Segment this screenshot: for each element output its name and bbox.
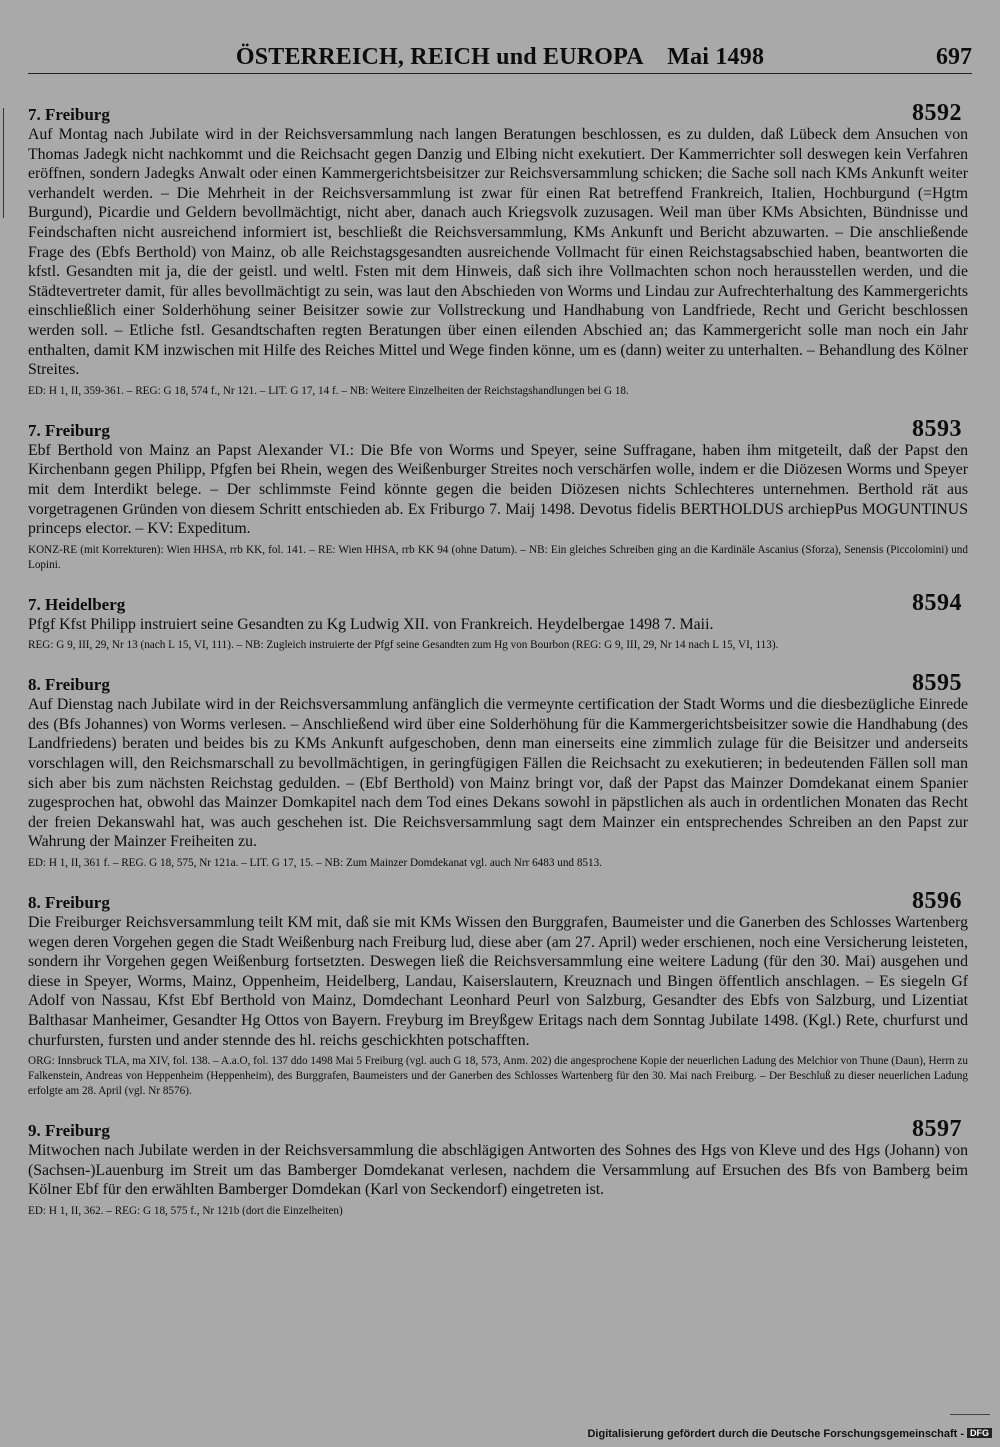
header-title: ÖSTERREICH, REICH und EUROPA Mai 1498 (235, 44, 765, 70)
entry-note: REG: G 9, III, 29, Nr 13 (nach L 15, VI, 111). – NB: Zugleich instruierte der Pfgf seine Gesandten zum Hg von Bourbon (REG: G 9, III, 29, Nr 14 nach L 15, VI, 113). (28, 639, 779, 652)
entry-location: 7. Heidelberg (28, 594, 126, 614)
funding-footer (587, 1428, 992, 1440)
entry-number: 8596 (912, 888, 962, 915)
margin-mark (3, 108, 5, 218)
entry-number: 8595 (912, 670, 962, 697)
entry-number: 8593 (912, 415, 962, 442)
entry-head (28, 671, 968, 695)
entry-8594 (28, 591, 968, 654)
entry-8596 (28, 889, 968, 1099)
entry-head (28, 889, 968, 913)
entry-number: 8592 (912, 100, 962, 126)
page-number: 697 (936, 44, 972, 70)
header-rule (28, 73, 972, 74)
entry-head (28, 101, 968, 125)
running-header (28, 44, 972, 76)
entry-head (28, 417, 968, 441)
entry-location: 8. Freiburg (28, 675, 110, 695)
entry-text: Pfgf Kfst Philipp instruiert seine Gesandten zu Kg Ludwig XII. von Frankreich. Heydelbergae 1498 7. Maii. (28, 615, 714, 633)
entry-head (28, 591, 968, 615)
entry-text: Auf Montag nach Jubilate wird in der Reichsversammlung nach langen Beratungen beschlossen, es zu dulden, daß Lübeck dem Ansuchen von Thomas Jadegk nicht nachkommt und die Reichsacht gegen Danzig und Elbing nicht exekutiert. Der Kammerrichter soll deswegen kein Verfahren eröffnen, sondern Jadegks Anwalt oder einen Kammergerichtsbeisitzer zur Reichsversammlung schicken; die Sache soll nach KMs Ankunft weiter verhandelt werden. – Die Mehrheit in der Reichsversammlung ist zwar für einen Rat betreffend Frankreich, Italien, Hochburgund (=Hgtm Burgund), Picardie und Geldern bevollmächtigt, nicht aber, danach auch Kriegsvolk zuzusagen. Weil man über KMs Absichten, Bündnisse und Feindschaften nicht ausreichend informiert ist, beschließt die Reichsversammlung, KMs Ankunft und Bericht abzuwarten. – Die anschließende Frage des (Ebfs Berthold) von Mainz, ob alle Reichstagsgesandten ausreichende Vollmacht für einen Reichstagsabschied haben, beantworten die kfstl. Gesandten mit ja, die der geistl. und weltl. Fsten mit dem Hinweis, daß sich ihre Vollmachten schon noch herausstellen werden, und die Städtevertreter damit, für alles bevollmächtigt zu sein, was laut den Abschieden von Worms und Lindau zur Aufrechterhaltung des Kammergerichts einschließlich einer Solderhöhung seiner Beisitzer sowie zur Vollstreckung und Handhabung von Landfriede, Recht und Gericht beschlossen werden soll. – Etliche fstl. Gesandtschaften regten Beratungen über einen eilenden Abschied an; das Kammergericht solle man noch ein Jahr enthalten, damit KM inzwischen mit Hilfe des Reiches Mittel und Wege finden könne, um es (dann) weiter zu unterhalten. – Behandlung des Kölner Streites. (28, 126, 968, 379)
entry-location: 8. Freiburg (28, 893, 110, 913)
entry-text: Ebf Berthold von Mainz an Papst Alexander VI.: Die Bfe von Worms und Speyer, seine Suffragane, haben ihm mitgeteilt, daß der Papst den Kirchenbann gegen Philipp, Pfgfen bei Rhein, wegen des Weißenburger Streites noch verschärfen wolle, indem er die Diözesen Worms und Speyer mit dem Interdikt belege. – Der schlimmste Feind könnte gegen die beiden Diözesen nichts Schlechteres unternehmen. Berthold rät aus vorgetragenen Gründen von diesem Schritt entschieden ab. Ex Friburgo 7. Maij 1498. Devotus fidelis BERTHOLDUS archiepPus MOGUNTINUS princeps elector. – KV: Expeditum. (28, 441, 968, 538)
entry-8593 (28, 417, 968, 573)
entry-text: Mitwochen nach Jubilate werden in der Reichsversammlung die abschlägigen Antworten des Sohnes des Hgs von Kleve und des Hgs (Johann) von (Sachsen-)Lauenburg im Streit um das Bamberger Domdekanat verlesen, nachdem die Versammlung auf Ersuchen des Bfs von Bamberg beim Kölner Ebf für den erwählten Bamberger Domdekan (Karl von Seckendorf) eingetreten ist. (28, 1142, 968, 1199)
entry-note: ED: H 1, II, 361 f. – REG. G 18, 575, Nr 121a. – LIT. G 17, 15. – NB: Zum Mainzer Domdekanat vgl. auch Nrr 6483 und 8513. (28, 857, 602, 870)
entry-8592 (28, 101, 968, 399)
footer-rule (950, 1414, 990, 1415)
entry-location: 9. Freiburg (28, 1121, 110, 1141)
footer-text: Digitalisierung gefördert durch die Deutsche Forschungsgemeinschaft - (587, 1428, 964, 1440)
entry-number: 8594 (912, 589, 962, 616)
entry-text: Die Freiburger Reichsversammlung teilt KM mit, daß sie mit KMs Wissen den Burggrafen, Baumeister und die Ganerben des Schlosses Wartenberg wegen deren Vorgehen gegen die Stadt Weißenburg nach Freiburg lud, diese aber (am 27. April) weder erschienen, noch eine Versicherung leisteten, sondern ihr Vorgehen gegen Weißenburg fortsetzten. Deswegen ließ die Reichsversammlung eine weitere Ladung (für den 30. Mai) ausgehen und diese in Speyer, Worms, Mainz, Oppenheim, Heidelberg, Landau, Kaiserslautern, Kreuznach und Bingen öffentlich anschlagen. – Es siegeln Gf Adolf von Nassau, Kfst Ebf Berthold von Mainz, Domdechant Leonhard Peurl von Salzburg, Gesandter des Ebfs von Salzburg, und Lizentiat Balthasar Manheimer, Gesandter Hg Ottos von Bayern. Freyburg im Breyßgew Eritags nach dem Sonntag Jubilate 1498. (Kgl.) Rete, churfurst und churfursten, fursten und ander stennde des hl. reichs geschickhten potschafften. (28, 914, 968, 1049)
dfg-logo: DFG (967, 1428, 992, 1438)
entry-8595 (28, 671, 968, 871)
entry-number: 8597 (912, 1116, 962, 1143)
entry-8597 (28, 1117, 968, 1219)
entry-note: KONZ-RE (mit Korrekturen): Wien HHSA, rrb KK, fol. 141. – RE: Wien HHSA, rrb KK 94 (ohne Datum). – NB: Ein gleiches Schreiben ging an die Kardinäle Ascanius (Sforza), Senensis (Piccolomini) und Lopini. (28, 543, 968, 571)
entry-text: Auf Dienstag nach Jubilate wird in der Reichsversammlung anfänglich die vermeynte certification der Stadt Worms und die diesbezügliche Einrede des (Bfs Johannes) von Worms verlesen. – Anschließend wird über eine Solderhöhung für die Kammergerichtsbeisitzer sowie die Handhabung (des Landfriedens) beraten und beides bis zu KMs Ankunft aufgeschoben, denn man einerseits eine zimmlich zulage für die Beisitzer und anderseits vorschlagen will, den Reichsmarschall zu bevollmächtigen, in geringfügigen Fällen die Reichsacht zu exekutieren; in bedeutenden Fällen soll man sich aber bis zum nächsten Reichstag gedulden. – (Ebf Berthold) von Mainz bringt vor, daß der Papst das Mainzer Domdekanat einem Spanier zugesprochen hat, obwohl das Mainzer Domkapitel nach dem Tod eines Dekans sowohl in päpstlichen als auch in ordentlichen Monaten das Recht der freien Dekanswahl hat, was auch geschehen ist. Die Reichsversammlung sagt dem Mainzer ein entsprechendes Schreiben an den Papst zur Wahrung der Mainzer Freiheiten zu. (28, 696, 968, 851)
entry-location: 7. Freiburg (28, 420, 110, 440)
entry-note: ORG: Innsbruck TLA, ma XIV, fol. 138. – A.a.O, fol. 137 ddo 1498 Mai 5 Freiburg (vgl. auch G 18, 573, Anm. 202) die angesprochene Kopie der neuerlichen Ladung des Melchior von Thune (Daun), Herrn zu Falkenstein, Andreas von Heppenheim (Heppenheim), des Burggrafen, Baumeisters und der Ganerben des Schlosses Wartenberg für den 30. Mai nach Freiburg. – Der Beschluß zu dieser neuerlichen Ladung erfolgte am 28. April (vgl. Nr 8576). (28, 1055, 968, 1098)
entry-note: ED: H 1, II, 359-361. – REG: G 18, 574 f., Nr 121. – LIT. G 17, 14 f. – NB: Weitere Einzelheiten der Reichstagshandlungen bei G 18. (28, 384, 629, 397)
entry-head (28, 1117, 968, 1141)
entries-list (28, 101, 968, 1237)
entry-location: 7. Freiburg (28, 105, 110, 124)
entry-note: ED: H 1, II, 362. – REG: G 18, 575 f., Nr 121b (dort die Einzelheiten) (28, 1204, 343, 1217)
